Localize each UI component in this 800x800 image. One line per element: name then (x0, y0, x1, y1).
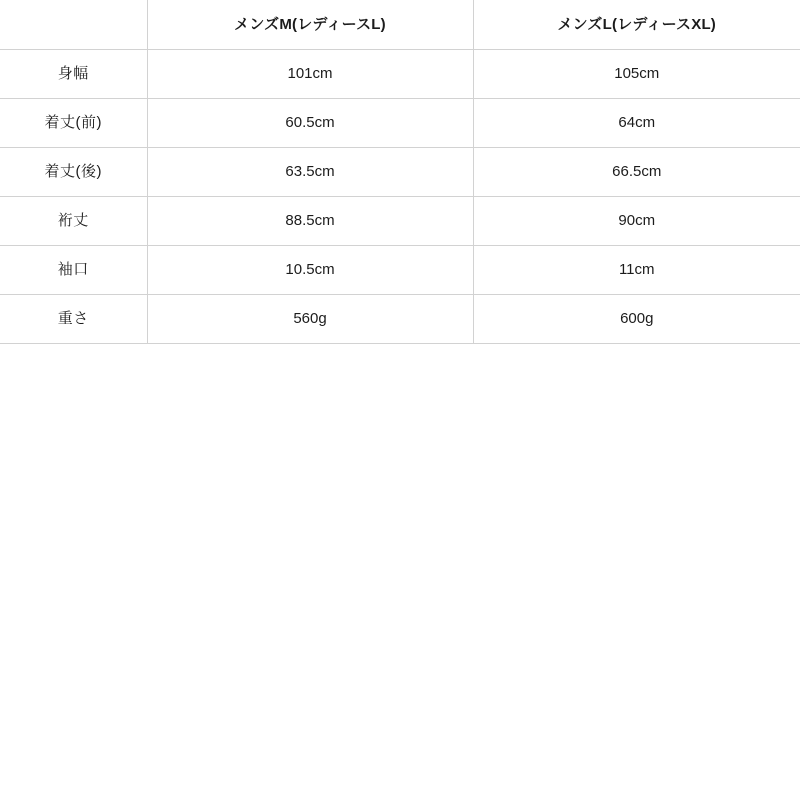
table-header (0, 0, 800, 49)
cell-body-width-mens-l: 105cm (473, 49, 800, 98)
row-label-cuff: 袖口 (0, 245, 147, 294)
cell-sleeve-length-mens-l: 90cm (473, 196, 800, 245)
table-header-row (0, 0, 800, 49)
table-row (0, 245, 800, 294)
cell-length-back-mens-l: 66.5cm (473, 147, 800, 196)
table-row (0, 196, 800, 245)
table-row (0, 147, 800, 196)
table-corner-cell (0, 0, 147, 49)
row-label-weight: 重さ (0, 294, 147, 343)
cell-body-width-mens-m: 101cm (147, 49, 473, 98)
table-body (0, 49, 800, 343)
cell-cuff-mens-l: 11cm (473, 245, 800, 294)
table-row (0, 49, 800, 98)
row-label-body-width: 身幅 (0, 49, 147, 98)
row-label-length-front: 着丈(前) (0, 98, 147, 147)
cell-length-back-mens-m: 63.5cm (147, 147, 473, 196)
blank-area (0, 344, 800, 800)
size-table (0, 0, 800, 344)
table-row (0, 98, 800, 147)
cell-weight-mens-l: 600g (473, 294, 800, 343)
cell-length-front-mens-l: 64cm (473, 98, 800, 147)
table-row (0, 294, 800, 343)
row-label-length-back: 着丈(後) (0, 147, 147, 196)
column-header-mens-m: メンズM(レディースL) (147, 0, 473, 49)
cell-sleeve-length-mens-m: 88.5cm (147, 196, 473, 245)
column-header-mens-l: メンズL(レディースXL) (473, 0, 800, 49)
cell-length-front-mens-m: 60.5cm (147, 98, 473, 147)
row-label-sleeve-length: 裄丈 (0, 196, 147, 245)
cell-cuff-mens-m: 10.5cm (147, 245, 473, 294)
cell-weight-mens-m: 560g (147, 294, 473, 343)
